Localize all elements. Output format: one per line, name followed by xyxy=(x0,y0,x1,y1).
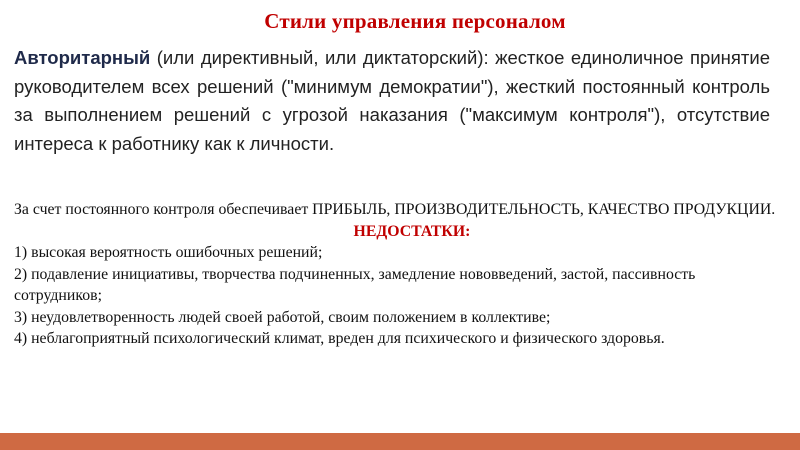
drawback-item-1: 1) высокая вероятность ошибочных решений; xyxy=(14,244,323,261)
drawback-item-4: 4) неблагоприятный психологический климат, вреден для психического и физического здоровья. xyxy=(14,330,665,347)
style-definition: (или директивный, или диктаторский): жесткое единоличное принятие руководителем всех решений ("минимум демократии"), жесткий постоянный контроль за выполнением решений с угрозой наказания ("максимум контроля"), отсутствие интереса к работнику как к личности. xyxy=(14,47,770,154)
drawbacks-heading: НЕДОСТАТКИ: xyxy=(353,222,471,240)
drawback-item-3: 3) неудовлетворенность людей своей работой, своим положением в коллективе; xyxy=(14,308,551,326)
drawback-item-2: 2) подавление инициативы, творчества подчиненных, замедление нововведений, застой, пассивность сотрудников; xyxy=(14,265,696,304)
details-block xyxy=(14,199,780,350)
bottom-accent-bar xyxy=(0,433,800,450)
style-term: Авторитарный xyxy=(14,47,151,68)
slide-title: Стили управления персоналом xyxy=(264,9,566,33)
advantage-text: За счет постоянного контроля обеспечивает ПРИБЫЛЬ, ПРОИЗВОДИТЕЛЬНОСТЬ, КАЧЕСТВО ПРОДУКЦИИ. xyxy=(14,201,776,218)
intro-paragraph xyxy=(14,44,770,158)
